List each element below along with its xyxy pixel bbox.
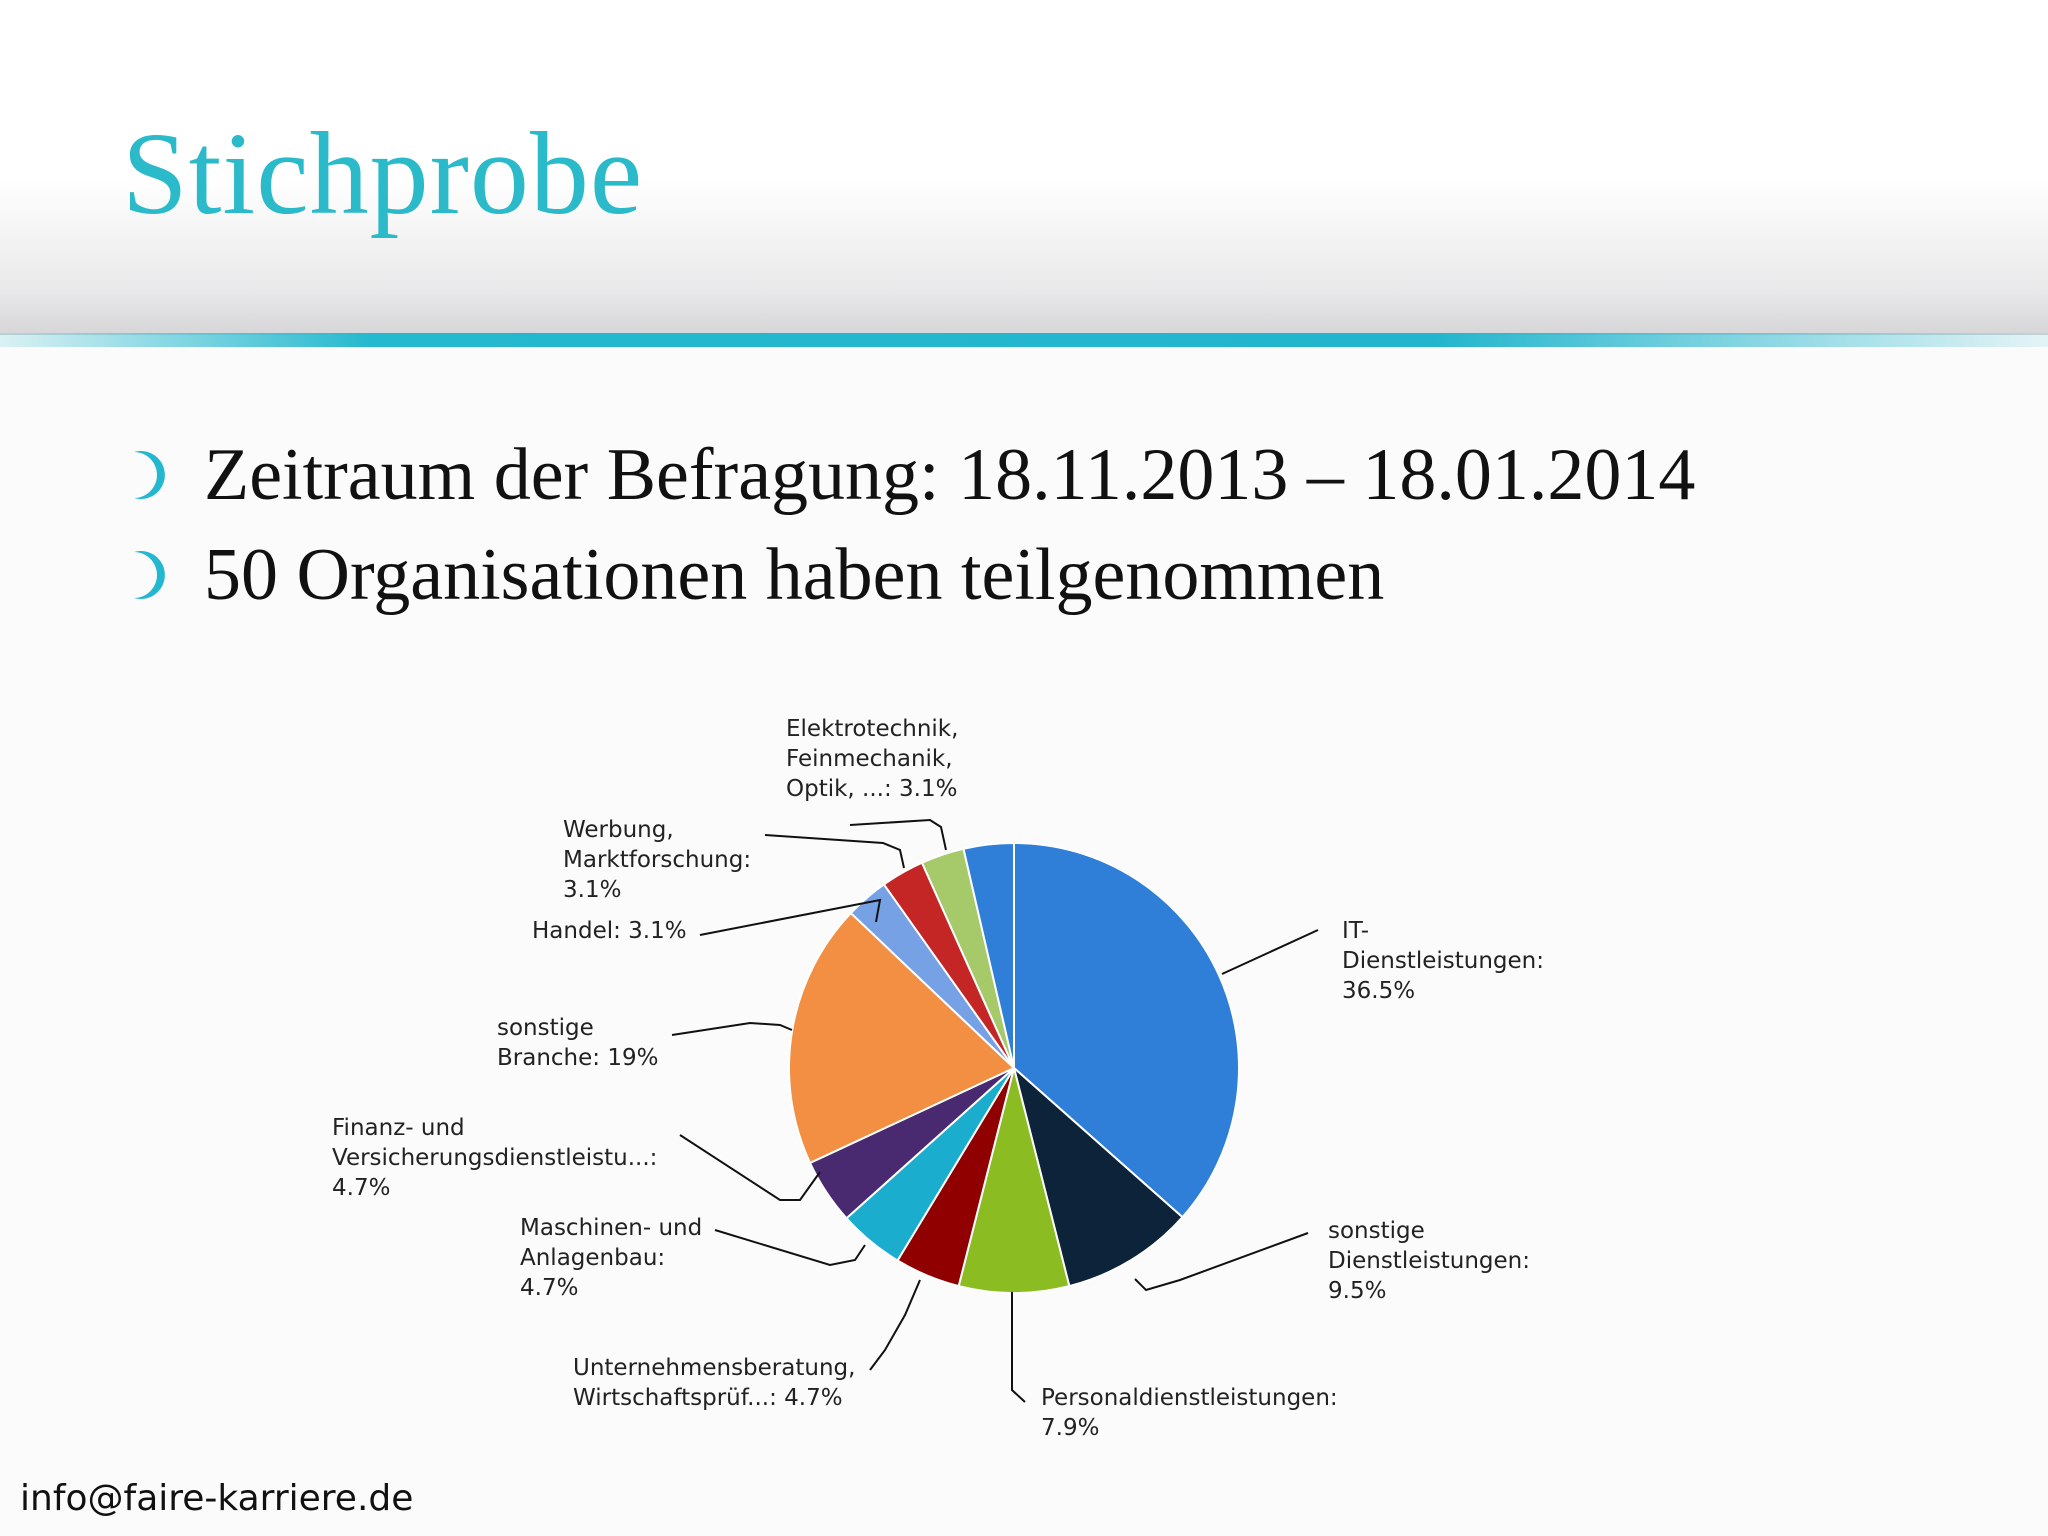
slide-title: Stichprobe	[122, 108, 644, 239]
pie-connector-line	[1012, 1292, 1025, 1402]
footer-email: info@faire-karriere.de	[20, 1478, 414, 1519]
pie-connector-line	[765, 835, 904, 868]
pie-connector-line	[850, 820, 946, 850]
pie-slice-label: Maschinen- und Anlagenbau: 4.7%	[520, 1215, 703, 1301]
pie-slice-label: Werbung, Marktforschung: 3.1%	[563, 817, 752, 903]
bullet-item	[122, 530, 1384, 620]
header-accent-rule	[0, 333, 2048, 347]
pie-slice-label: Finanz- und Versicherungsdienstleistu...: 4.7%	[332, 1115, 658, 1201]
pie-connector-line	[870, 1280, 920, 1370]
pie-slice-label: Personaldienstleistungen: 7.9%	[1041, 1385, 1338, 1441]
pie-connector-line	[1222, 930, 1318, 974]
pie-connector-line	[672, 1023, 792, 1035]
industry-pie-chart	[0, 690, 2048, 1470]
pie-connector-line	[715, 1230, 865, 1265]
crescent-bullet-icon	[122, 446, 180, 504]
pie-slice-label: sonstige Dienstleistungen: 9.5%	[1328, 1218, 1530, 1304]
pie-connector-line	[680, 1135, 820, 1200]
pie-slice-label: IT-Dienstleistungen: 36.5%	[1342, 918, 1544, 1004]
pie-connector-line	[1135, 1233, 1308, 1290]
bullet-text: 50 Organisationen haben teilgenommen	[204, 533, 1385, 616]
pie-chart-svg	[0, 690, 2048, 1470]
pie-slice-label: Handel: 3.1%	[532, 918, 687, 944]
pie-slice-label: sonstige Branche: 19%	[497, 1015, 659, 1071]
bullet-item	[122, 430, 1695, 520]
bullet-text: Zeitraum der Befragung: 18.11.2013 – 18.01.2014	[204, 433, 1696, 516]
crescent-bullet-icon	[122, 546, 180, 604]
pie-slice-label: Unternehmensberatung, Wirtschaftsprüf...: 4.7%	[573, 1355, 856, 1411]
pie-slice-label: Elektrotechnik, Feinmechanik, Optik, ...: 3.1%	[786, 716, 959, 802]
